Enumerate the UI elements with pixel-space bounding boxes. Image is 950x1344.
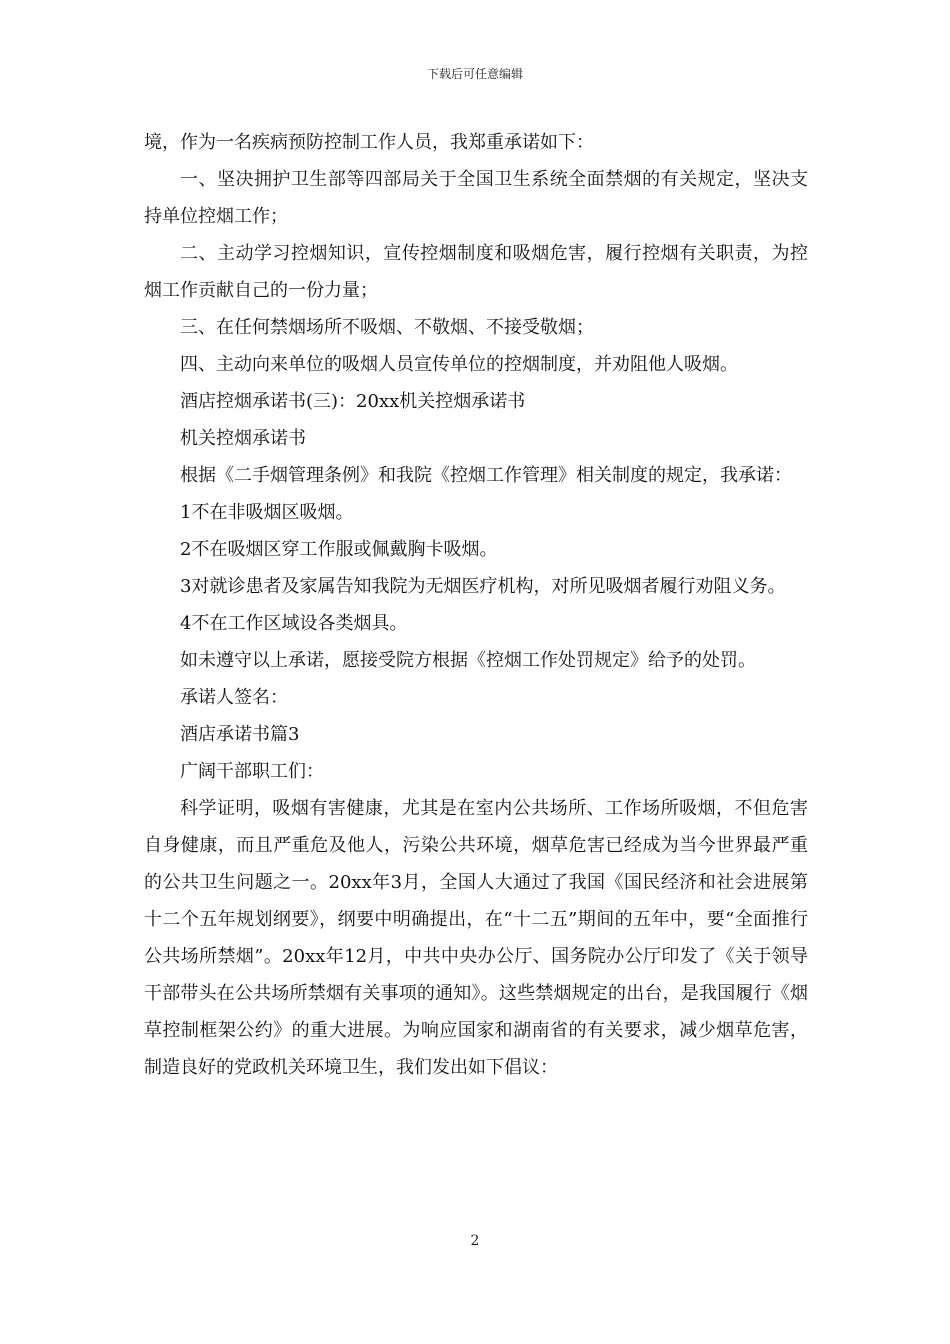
page-header: 下载后可任意编辑 [426, 67, 523, 81]
paragraph: 一、坚决拥护卫生部等四部局关于全国卫生系统全面禁烟的有关规定，坚决支持单位控烟工作； [144, 169, 808, 227]
list-item: 3对就诊患者及家属告知我院为无烟医疗机构，对所见吸烟者履行劝阻义务。 [180, 576, 786, 597]
document-body [144, 124, 808, 1086]
section-heading: 机关控烟承诺书 [180, 428, 306, 449]
signature-line: 承诺人签名： [180, 687, 288, 708]
paragraph: 如未遵守以上承诺，愿接受院方根据《控烟工作处罚规定》给予的处罚。 [180, 650, 756, 671]
paragraph: 四、主动向来单位的吸烟人员宣传单位的控烟制度，并劝阻他人吸烟。 [180, 354, 738, 375]
paragraph: 根据《二手烟管理条例》和我院《控烟工作管理》相关制度的规定，我承诺： [180, 465, 792, 486]
list-item: 2不在吸烟区穿工作服或佩戴胸卡吸烟。 [180, 539, 498, 560]
salutation: 广阔干部职工们： [180, 761, 324, 782]
list-item: 1不在非吸烟区吸烟。 [180, 502, 354, 523]
paragraph: 二、主动学习控烟知识，宣传控烟制度和吸烟危害，履行控烟有关职责，为控烟工作贡献自己的一份力量； [144, 243, 808, 301]
paragraph: 三、在任何禁烟场所不吸烟、不敬烟、不接受敬烟； [180, 317, 594, 338]
section-heading: 酒店承诺书篇3 [180, 724, 300, 745]
list-item: 4不在工作区域设各类烟具。 [180, 613, 408, 634]
paragraph: 科学证明，吸烟有害健康，尤其是在室内公共场所、工作场所吸烟，不但危害自身健康，而且严重危及他人，污染公共环境，烟草危害已经成为当今世界最严重的公共卫生问题之一。20xx年3月，全国人大通过了我国《国民经济和社会进展第十二个五年规划纲要》，纲要中明确提出，在“十二五”期间的五年中，要“全面推行公共场所禁烟”。20xx年12月，中共中央办公厅、国务院办公厅印发了《关于领导干部带头在公共场所禁烟有关事项的通知》。这些禁烟规定的出台，是我国履行《烟草控制框架公约》的重大进展。为响应国家和湖南省的有关要求，减少烟草危害，制造良好的党政机关环境卫生，我们发出如下倡议： [144, 798, 808, 1078]
section-heading: 酒店控烟承诺书(三)：20xx机关控烟承诺书 [180, 391, 526, 412]
paragraph: 境，作为一名疾病预防控制工作人员，我郑重承诺如下： [144, 132, 594, 153]
page-number: 2 [470, 1233, 480, 1249]
